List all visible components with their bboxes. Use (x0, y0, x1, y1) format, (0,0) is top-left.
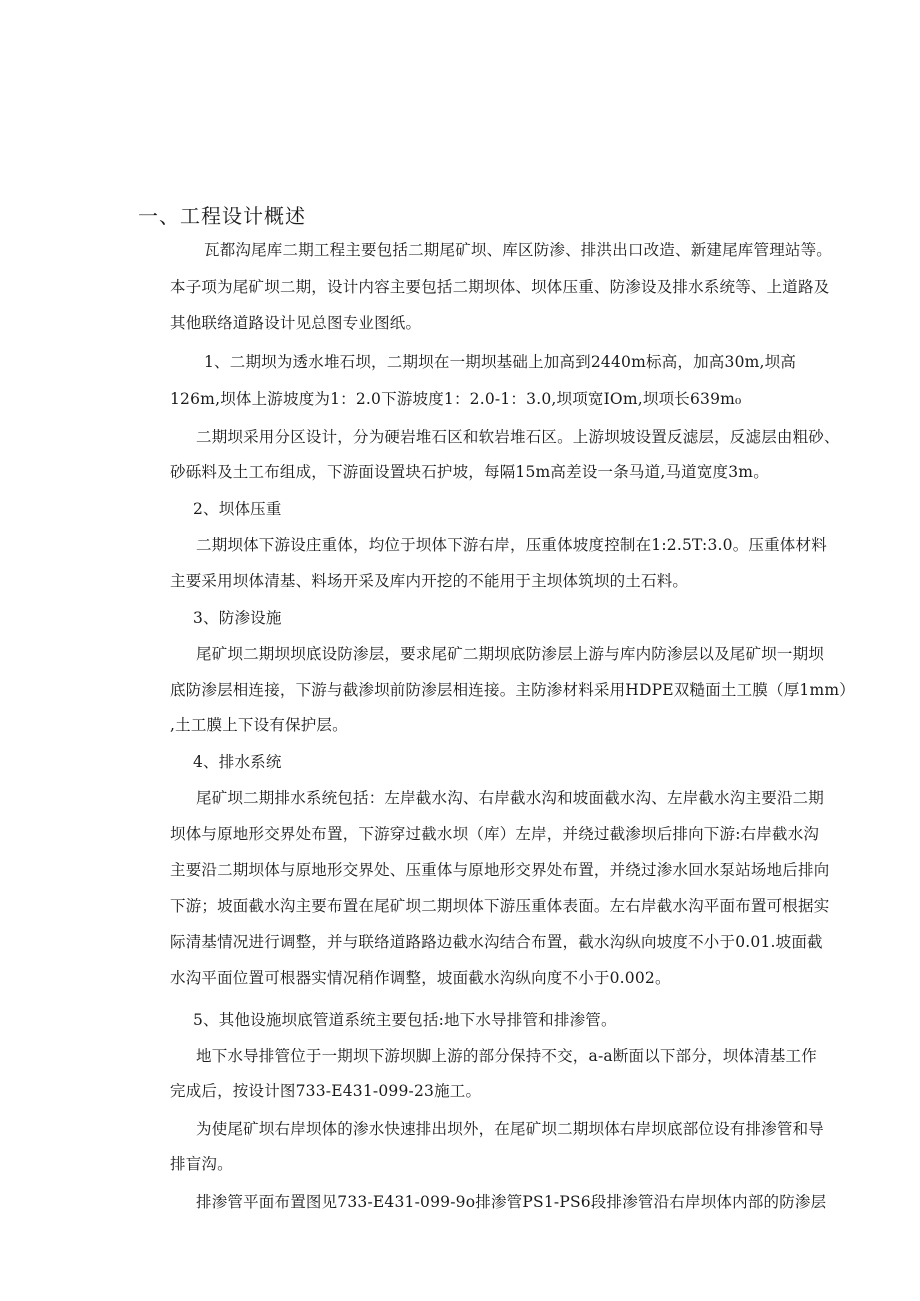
paragraph-line: 下游；坡面截水沟主要布置在尾矿坝二期坝体下游压重体表面。左右岸截水沟平面布置可根据实 (170, 897, 830, 915)
section-title: 一、工程设计概述 (138, 204, 306, 228)
paragraph-line: 瓦都沟尾库二期工程主要包括二期尾矿坝、库区防渗、排洪出口改造、新建尾库管理站等。 (204, 241, 833, 259)
paragraph-line: 际清基情况进行调整，并与联络道路路边截水沟结合布置，截水沟纵向坡度不小于0.01.坡面截 (170, 933, 823, 951)
paragraph-line: 二期坝体下游设庄重体，均位于坝体下游右岸，压重体坡度控制在1:2.5T:3.0。压重体材料 (196, 536, 827, 554)
paragraph-line: 排盲沟。 (170, 1155, 233, 1173)
paragraph-line: 二期坝采用分区设计，分为硬岩堆石区和软岩堆石区。上游坝坡设置反滤层，反滤层由粗砂、 (196, 428, 840, 446)
paragraph-line: 尾矿坝二期坝坝底设防渗层，要求尾矿二期坝底防渗层上游与库内防渗层以及尾矿坝一期坝 (196, 645, 825, 663)
paragraph-line: 坝体与原地形交界处布置，下游穿过截水坝（库）左岸，并绕过截渗坝后排向下游:右岸截水沟 (170, 825, 820, 843)
subsection-title: 5、其他设施坝底管道系统主要包括:地下水导排管和排渗管。 (193, 1011, 617, 1029)
paragraph-line: 126m,坝体上游坡度为1：2.0下游坡度1：2.0-1：3.0,坝项宽IOm,坝项长639m₀ (170, 390, 742, 408)
paragraph-line: 尾矿坝二期排水系统包括：左岸截水沟、右岸截水沟和坡面截水沟、左岸截水沟主要沿二期 (196, 789, 825, 807)
subsection-title: 4、排水系统 (193, 753, 282, 771)
paragraph-line: 本子项为尾矿坝二期，设计内容主要包括二期坝体、坝体压重、防渗设及排水系统等、上道路及 (170, 278, 830, 296)
subsection-title: 2、坝体压重 (193, 500, 282, 518)
paragraph-line: 其他联络道路设计见总图专业图纸。 (170, 314, 422, 332)
paragraph-line: 主要沿二期坝体与原地形交界处、压重体与原地形交界处布置，并绕过渗水回水泵站场地后排向 (170, 861, 830, 879)
paragraph-line: 主要采用坝体清基、料场开采及库内开挖的不能用于主坝体筑坝的土石料。 (170, 572, 689, 590)
paragraph-line: 为使尾矿坝右岸坝体的渗水快速排出坝外，在尾矿坝二期坝体右岸坝底部位设有排渗管和导 (196, 1120, 825, 1138)
paragraph-line: 完成后，按设计图733-E431-099-23施工。 (170, 1082, 482, 1100)
paragraph-line: 底防渗层相连接，下游与截渗坝前防渗层相连接。主防渗材料采用HDPE双糙面土工膜（厚1mm） (170, 681, 855, 699)
paragraph-line: ,土工膜上下设有保护层。 (170, 716, 348, 734)
paragraph-line: 排渗管平面布置图见733-E431-099-9o排渗管PS1-PS6段排渗管沿右岸坝体内部的防渗层 (196, 1193, 827, 1211)
paragraph-line: 1、二期坝为透水堆石坝，二期坝在一期坝基础上加高到2440m标高，加高30m,坝高 (204, 353, 797, 371)
paragraph-line: 地下水导排管位于一期坝下游坝脚上游的部分保持不交，a-a断面以下部分，坝体清基工作 (196, 1047, 817, 1065)
subsection-title: 3、防渗设施 (193, 609, 282, 627)
paragraph-line: 水沟平面位置可根器实情况稍作调整，坡面截水沟纵向度不小于0.002。 (170, 969, 671, 987)
paragraph-line: 砂砾料及土工布组成，下游面设置块石护坡，每隔15m高差设一条马道,马道宽度3m。 (170, 463, 769, 481)
